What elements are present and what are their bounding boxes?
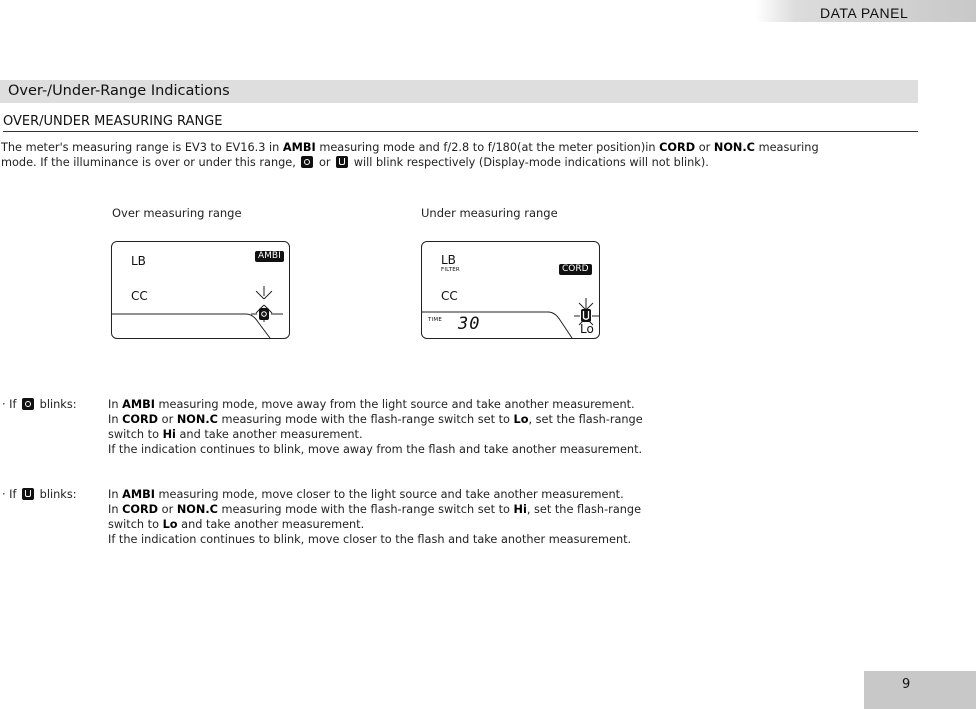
intro-text: The meter's measuring range is EV3 to EV16.3 in	[1, 141, 283, 154]
cord-badge: CORD	[559, 264, 592, 275]
line	[108, 427, 708, 442]
section-title: Over-/Under-Range Indications	[8, 83, 230, 99]
text: measuring mode, move away from the light source and take another measurement.	[154, 398, 635, 411]
lead-text: · If	[2, 488, 21, 501]
lb-label: LB	[441, 253, 456, 267]
lo-indicator: Lo	[580, 322, 594, 336]
over-blink-lines	[108, 397, 708, 457]
under-range-lcd-panel	[421, 241, 600, 339]
text: In	[108, 503, 123, 516]
under-range-icon	[22, 488, 34, 500]
ambi-term: AMBI	[122, 488, 155, 501]
intro-text: or	[315, 156, 335, 169]
cord-term: CORD	[122, 503, 159, 516]
text: In	[108, 488, 123, 501]
line	[108, 487, 708, 502]
subheading: OVER/UNDER MEASURING RANGE	[3, 114, 918, 132]
text: and take another measurement.	[175, 428, 363, 441]
text: switch to	[108, 518, 163, 531]
under-blink-lead	[2, 487, 77, 502]
over-range-lcd-panel	[111, 241, 290, 339]
line	[108, 502, 708, 517]
text: In	[108, 413, 123, 426]
over-range-icon	[301, 156, 313, 168]
ambi-term: AMBI	[122, 398, 155, 411]
ambi-badge: AMBI	[255, 251, 284, 262]
over-blink-lead	[2, 397, 77, 412]
text: measuring mode with the flash-range switch set to	[217, 503, 514, 516]
over-panel-caption: Over measuring range	[112, 206, 242, 220]
text: or	[158, 413, 177, 426]
lo-term: Lo	[513, 413, 529, 426]
nonc-term: NON.C	[176, 503, 218, 516]
lb-label: LB	[131, 254, 146, 268]
time-readout: 30	[458, 314, 481, 334]
text: and take another measurement.	[177, 518, 365, 531]
text: measuring mode with the flash-range switch set to	[217, 413, 514, 426]
intro-text: mode. If the illuminance is over or under this range,	[1, 156, 300, 169]
header-tab-label: DATA PANEL	[820, 5, 909, 21]
text: measuring mode, move closer to the light source and take another measurement.	[154, 488, 624, 501]
intro-text: will blink respectively (Display-mode indications will not blink).	[350, 156, 709, 169]
intro-cord: CORD	[659, 141, 696, 154]
line: If the indication continues to blink, move away from the flash and take another measurement.	[108, 443, 643, 456]
under-panel-caption: Under measuring range	[421, 206, 558, 220]
under-blink-lines	[108, 487, 708, 547]
intro-text: or	[695, 141, 714, 154]
text: , set the flash-range	[528, 413, 643, 426]
lead-text: blinks:	[36, 398, 77, 411]
text: or	[158, 503, 177, 516]
lead-text: blinks:	[36, 488, 77, 501]
intro-text: measuring mode and f/2.8 to f/180(at the meter position)in	[315, 141, 660, 154]
over-range-icon	[259, 308, 269, 320]
line: If the indication continues to blink, move closer to the flash and take another measurement.	[108, 533, 632, 546]
header-tab	[756, 0, 976, 22]
text: switch to	[108, 428, 163, 441]
line	[108, 517, 708, 532]
intro-paragraph	[1, 140, 921, 170]
time-label: TIME	[428, 317, 443, 323]
intro-text: measuring	[754, 141, 819, 154]
intro-nonc: NON.C	[713, 141, 755, 154]
line	[108, 397, 708, 412]
under-range-icon	[336, 156, 348, 168]
intro-ambi: AMBI	[282, 141, 316, 154]
nonc-term: NON.C	[176, 413, 218, 426]
cc-label: CC	[441, 289, 458, 303]
text: In	[108, 398, 123, 411]
over-range-icon	[22, 398, 34, 410]
hi-term: Hi	[513, 503, 527, 516]
cc-label: CC	[131, 289, 148, 303]
text: , set the flash-range	[526, 503, 642, 516]
under-range-icon	[581, 309, 591, 322]
page-number: 9	[902, 677, 911, 692]
line	[108, 412, 708, 427]
filter-label: FILTER	[441, 267, 460, 273]
lead-text: · If	[2, 398, 21, 411]
lo-term: Lo	[162, 518, 178, 531]
hi-term: Hi	[162, 428, 176, 441]
cord-term: CORD	[122, 413, 159, 426]
page-number-box	[864, 671, 976, 709]
section-title-bar	[0, 80, 918, 103]
